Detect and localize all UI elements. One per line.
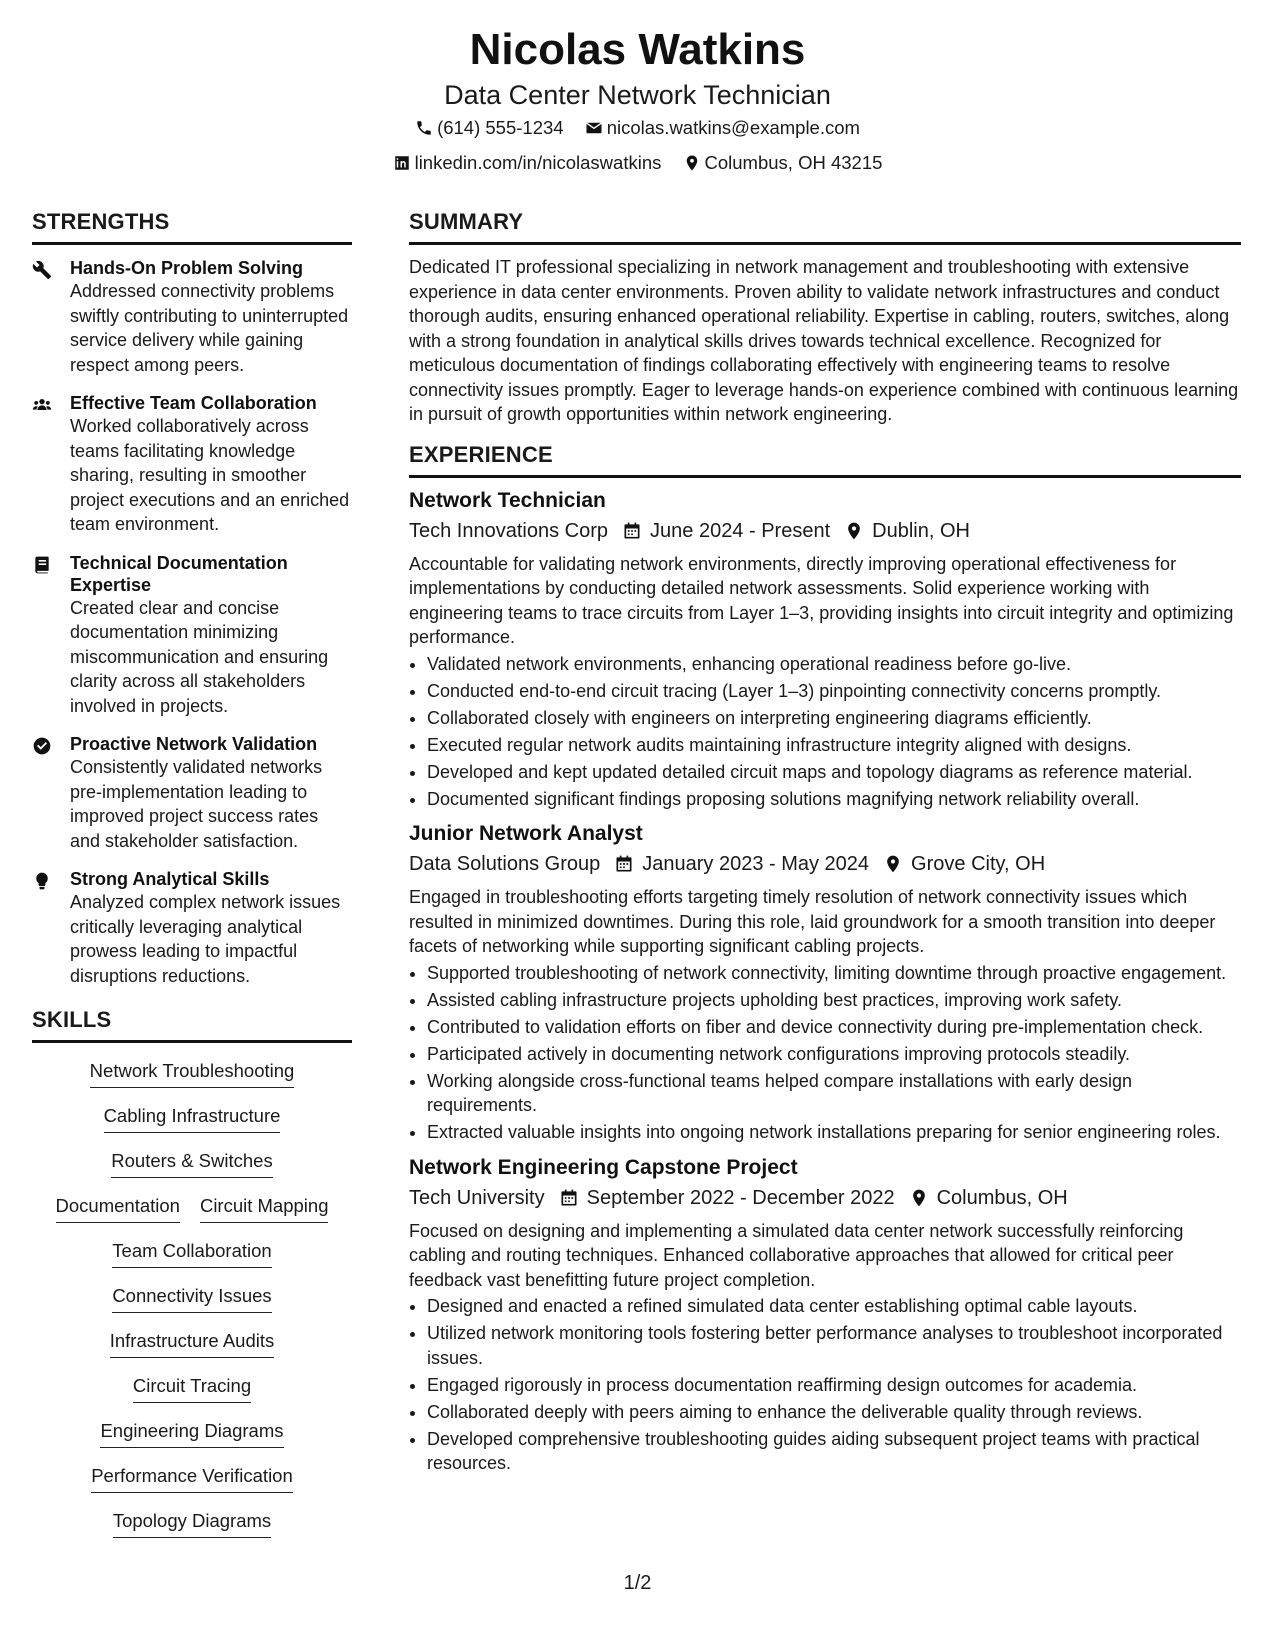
phone-text: (614) 555-1234: [437, 117, 564, 138]
job-bullets: [409, 961, 1241, 1145]
users-icon: [32, 395, 52, 415]
job-dates: January 2023 - May 2024: [642, 853, 870, 875]
strength-title: Effective Team Collaboration: [70, 393, 317, 413]
envelope-icon: [585, 119, 603, 137]
page-number: 1/2: [623, 1572, 652, 1594]
job-bullet: • Documented significant findings proposing solutions magnifying network reliability overall.: [427, 787, 1241, 812]
calendar-icon: [614, 854, 634, 874]
strength-item: [32, 733, 352, 853]
experience-heading: EXPERIENCE: [409, 441, 1241, 478]
resume-header: [0, 22, 1275, 182]
strength-description: Created clear and concise documentation minimizing miscommunication and ensuring clarity across all stakeholders involved in projects.: [70, 597, 329, 716]
job-location: Grove City, OH: [911, 853, 1046, 875]
job-bullet: • Developed and kept updated detailed circuit maps and topology diagrams as reference material.: [427, 760, 1241, 785]
strength-description: Worked collaboratively across teams facilitating knowledge sharing, resulting in smoother project executions and an enriched team environment.: [70, 416, 350, 534]
skill-tag: Infrastructure Audits: [110, 1329, 275, 1358]
map-marker-icon: [883, 854, 903, 874]
job-description: Engaged in troubleshooting efforts targeting timely resolution of network connectivity issues which resulted in minimized downtimes. During this role, laid groundwork for a smooth transition into deeper facets of networking while supporting significant cabling projects.: [409, 887, 1216, 956]
summary-heading: SUMMARY: [409, 208, 1241, 245]
skills-list: [32, 1059, 352, 1554]
job-bullet: • Collaborated closely with engineers on interpreting engineering diagrams efficiently.: [427, 706, 1241, 731]
phone-contact: [415, 112, 564, 144]
job-entry: [409, 486, 1241, 812]
strengths-heading: STRENGTHS: [32, 208, 352, 245]
skill-tag: Team Collaboration: [112, 1239, 271, 1268]
job-bullet: • Validated network environments, enhancing operational readiness before go-live.: [427, 652, 1241, 677]
strength-title: Hands-On Problem Solving: [70, 258, 304, 278]
job-bullet: • Utilized network monitoring tools fostering better performance analyses to troubleshoot incorporated issues.: [427, 1321, 1241, 1370]
location-contact: [683, 147, 883, 179]
lightbulb-icon: [32, 871, 52, 891]
map-marker-icon: [844, 521, 864, 541]
job-location: Dublin, OH: [872, 519, 970, 542]
strength-item: [32, 552, 352, 719]
strength-title: Proactive Network Validation: [70, 734, 318, 754]
left-column: [32, 208, 352, 1554]
strength-item: [32, 257, 352, 377]
job-bullets: [409, 652, 1241, 812]
company-name: Data Solutions Group: [409, 853, 601, 875]
calendar-icon: [622, 521, 642, 541]
job-description: Accountable for validating network environments, directly improving operational effectiveness for implementations by conducting detailed network assessments. Solid experience working with engineering teams to trace circuits from Layer 1–3, providing insights into circuit integrity and optimizing performance.: [409, 553, 1234, 647]
skill-tag: Cabling Infrastructure: [104, 1104, 281, 1133]
check-circle-icon: [32, 736, 52, 756]
job-description: Focused on designing and implementing a simulated data center network successfully reinforcing cabling and routing techniques. Enhanced collaborative approaches that allowed for critical peer feedback vast benefitting future project completion.: [409, 1220, 1184, 1290]
job-meta: [409, 516, 1241, 546]
strengths-list: [32, 257, 352, 988]
company-name: Tech University: [409, 1186, 545, 1209]
job-bullet: • Developed comprehensive troubleshooting guides aiding subsequent project teams with practical resources.: [427, 1427, 1241, 1476]
job-location: Columbus, OH: [936, 1186, 1068, 1209]
strength-description: Addressed connectivity problems swiftly contributing to uninterrupted service delivery while gaining respect among peers.: [70, 281, 349, 375]
skill-tag: Documentation: [56, 1194, 180, 1223]
map-marker-icon: [909, 1188, 929, 1208]
job-bullet: • Engaged rigorously in process documentation reaffirming design outcomes for academia.: [427, 1373, 1241, 1398]
skill-tag: Routers & Switches: [111, 1149, 272, 1178]
job-bullet: • Assisted cabling infrastructure projects upholding best practices, improving work safety.: [427, 988, 1241, 1013]
job-bullet: • Extracted valuable insights into ongoing network installations preparing for senior engineering roles.: [427, 1120, 1241, 1145]
strength-description: Analyzed complex network issues critically leveraging analytical prowess leading to impactful disruptions reductions.: [70, 892, 341, 986]
calendar-icon: [559, 1188, 579, 1208]
wrench-icon: [32, 260, 52, 280]
job-entry: [409, 819, 1241, 1145]
linkedin-text[interactable]: linkedin.com/in/nicolaswatkins: [414, 152, 662, 173]
job-bullet: • Executed regular network audits maintaining infrastructure integrity aligned with designs.: [427, 733, 1241, 758]
right-column: [409, 208, 1241, 1478]
job-title: Junior Network Analyst: [409, 822, 643, 845]
job-meta: [409, 1183, 1241, 1213]
job-dates: June 2024 - Present: [650, 519, 831, 542]
strength-item: [32, 392, 352, 537]
job-bullet: • Supported troubleshooting of network connectivity, limiting downtime through proactive engagement.: [427, 961, 1241, 986]
contact-row-1: [0, 112, 1275, 147]
contact-row-2: [0, 147, 1275, 182]
job-bullet: • Designed and enacted a refined simulated data center establishing optimal cable layouts.: [427, 1294, 1241, 1319]
map-marker-icon: [683, 154, 701, 172]
job-bullets: [409, 1294, 1241, 1476]
skill-tag: Performance Verification: [91, 1464, 293, 1493]
skill-tag: Topology Diagrams: [113, 1509, 271, 1538]
job-bullet: • Contributed to validation efforts on fiber and device connectivity during pre-implementation check.: [427, 1015, 1241, 1040]
job-bullet: • Participated actively in documenting network configurations improving protocols steadily.: [427, 1042, 1241, 1067]
candidate-title: Data Center Network Technician: [444, 80, 831, 110]
skill-tag: Engineering Diagrams: [100, 1419, 283, 1448]
job-title: Network Engineering Capstone Project: [409, 1155, 798, 1179]
summary-text: Dedicated IT professional specializing in network management and troubleshooting with extensive experience in data center environments. Proven ability to validate network infrastructures and conduct thorough audits, ensuring enhanced operational reliability. Expertise in cabling, routers, switches, along with a strong foundation in analytical skills drives towards technical excellence. Recognized for meticulous documentation of findings collaborating effectively with engineering teams to resolve connectivity issues promptly. Eager to leverage hands-on experience combined with continuous learning in pursuit of growth opportunities within network engineering.: [409, 257, 1239, 424]
skill-tag: Network Troubleshooting: [90, 1059, 295, 1088]
candidate-name: Nicolas Watkins: [469, 25, 806, 74]
linkedin-icon: [393, 154, 411, 172]
strength-item: [32, 868, 352, 988]
job-bullet: • Working alongside cross-functional teams helped compare installations with early design requirements.: [427, 1069, 1241, 1118]
company-name: Tech Innovations Corp: [409, 519, 609, 542]
phone-icon: [415, 119, 433, 137]
skill-tag: Circuit Tracing: [133, 1374, 251, 1403]
strength-description: Consistently validated networks pre-implementation leading to improved project success rates and stakeholder satisfaction.: [70, 757, 323, 851]
job-title: Network Technician: [409, 488, 606, 512]
book-icon: [32, 555, 52, 575]
location-text: Columbus, OH 43215: [704, 152, 883, 173]
skill-tag: Circuit Mapping: [200, 1194, 329, 1223]
job-bullet: • Conducted end-to-end circuit tracing (Layer 1–3) pinpointing connectivity concerns promptly.: [427, 679, 1241, 704]
job-entry: [409, 1153, 1241, 1476]
strength-title: Strong Analytical Skills: [70, 869, 270, 889]
skill-tag: Connectivity Issues: [112, 1284, 271, 1313]
skills-heading: SKILLS: [32, 1006, 352, 1043]
strength-title: Technical Documentation Expertise: [70, 552, 288, 595]
job-meta: [409, 849, 1241, 879]
job-bullet: • Collaborated deeply with peers aiming to enhance the deliverable quality through reviews.: [427, 1400, 1241, 1425]
email-text[interactable]: nicolas.watkins@example.com: [606, 117, 860, 138]
email-contact[interactable]: [585, 112, 860, 144]
job-dates: September 2022 - December 2022: [586, 1186, 895, 1209]
linkedin-contact[interactable]: [393, 147, 662, 179]
